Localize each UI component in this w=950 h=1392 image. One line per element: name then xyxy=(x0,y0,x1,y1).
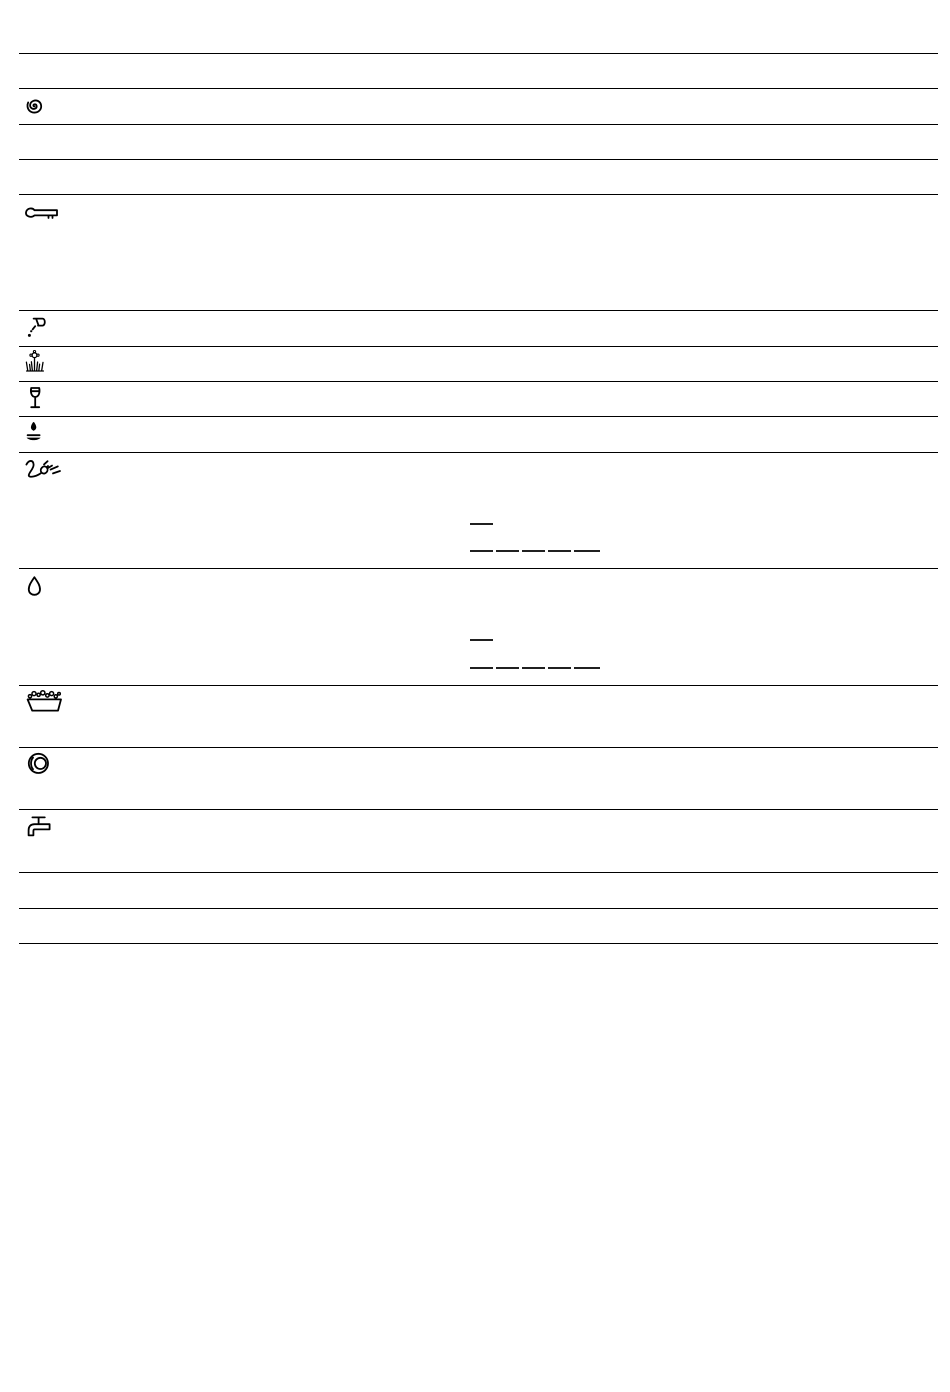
table-rule xyxy=(19,568,938,569)
table-bottom-rule xyxy=(19,943,938,944)
table-rule xyxy=(19,908,938,909)
table-rule xyxy=(19,346,938,347)
table-rule xyxy=(19,872,938,873)
hose-plug-icon xyxy=(24,456,64,482)
symbol-table xyxy=(19,0,938,950)
table-rule xyxy=(19,416,938,417)
table-rule xyxy=(19,310,938,311)
water-drop-icon xyxy=(24,574,46,600)
wine-glass-icon xyxy=(24,386,46,412)
water-tap-icon xyxy=(24,814,56,842)
dash-line-mark xyxy=(470,666,602,670)
table-rule xyxy=(19,124,938,125)
bubbles-basin-icon xyxy=(24,688,64,716)
plate-icon xyxy=(24,752,54,778)
table-rule xyxy=(19,452,938,453)
table-rule xyxy=(19,809,938,810)
table-rule xyxy=(19,194,938,195)
short-dash-mark xyxy=(470,638,496,642)
table-rule xyxy=(19,685,938,686)
key-icon xyxy=(24,204,60,224)
table-rule xyxy=(19,159,938,160)
table-rule xyxy=(19,747,938,748)
spray-nozzle-icon xyxy=(24,316,50,340)
short-dash-mark xyxy=(470,522,496,526)
dash-line-mark xyxy=(470,549,602,553)
spiral-icon xyxy=(24,95,46,117)
table-rule xyxy=(19,381,938,382)
flower-grass-icon xyxy=(24,350,46,376)
table-top-rule xyxy=(19,53,938,54)
table-rule xyxy=(19,88,938,89)
drop-on-dish-icon xyxy=(24,420,46,446)
